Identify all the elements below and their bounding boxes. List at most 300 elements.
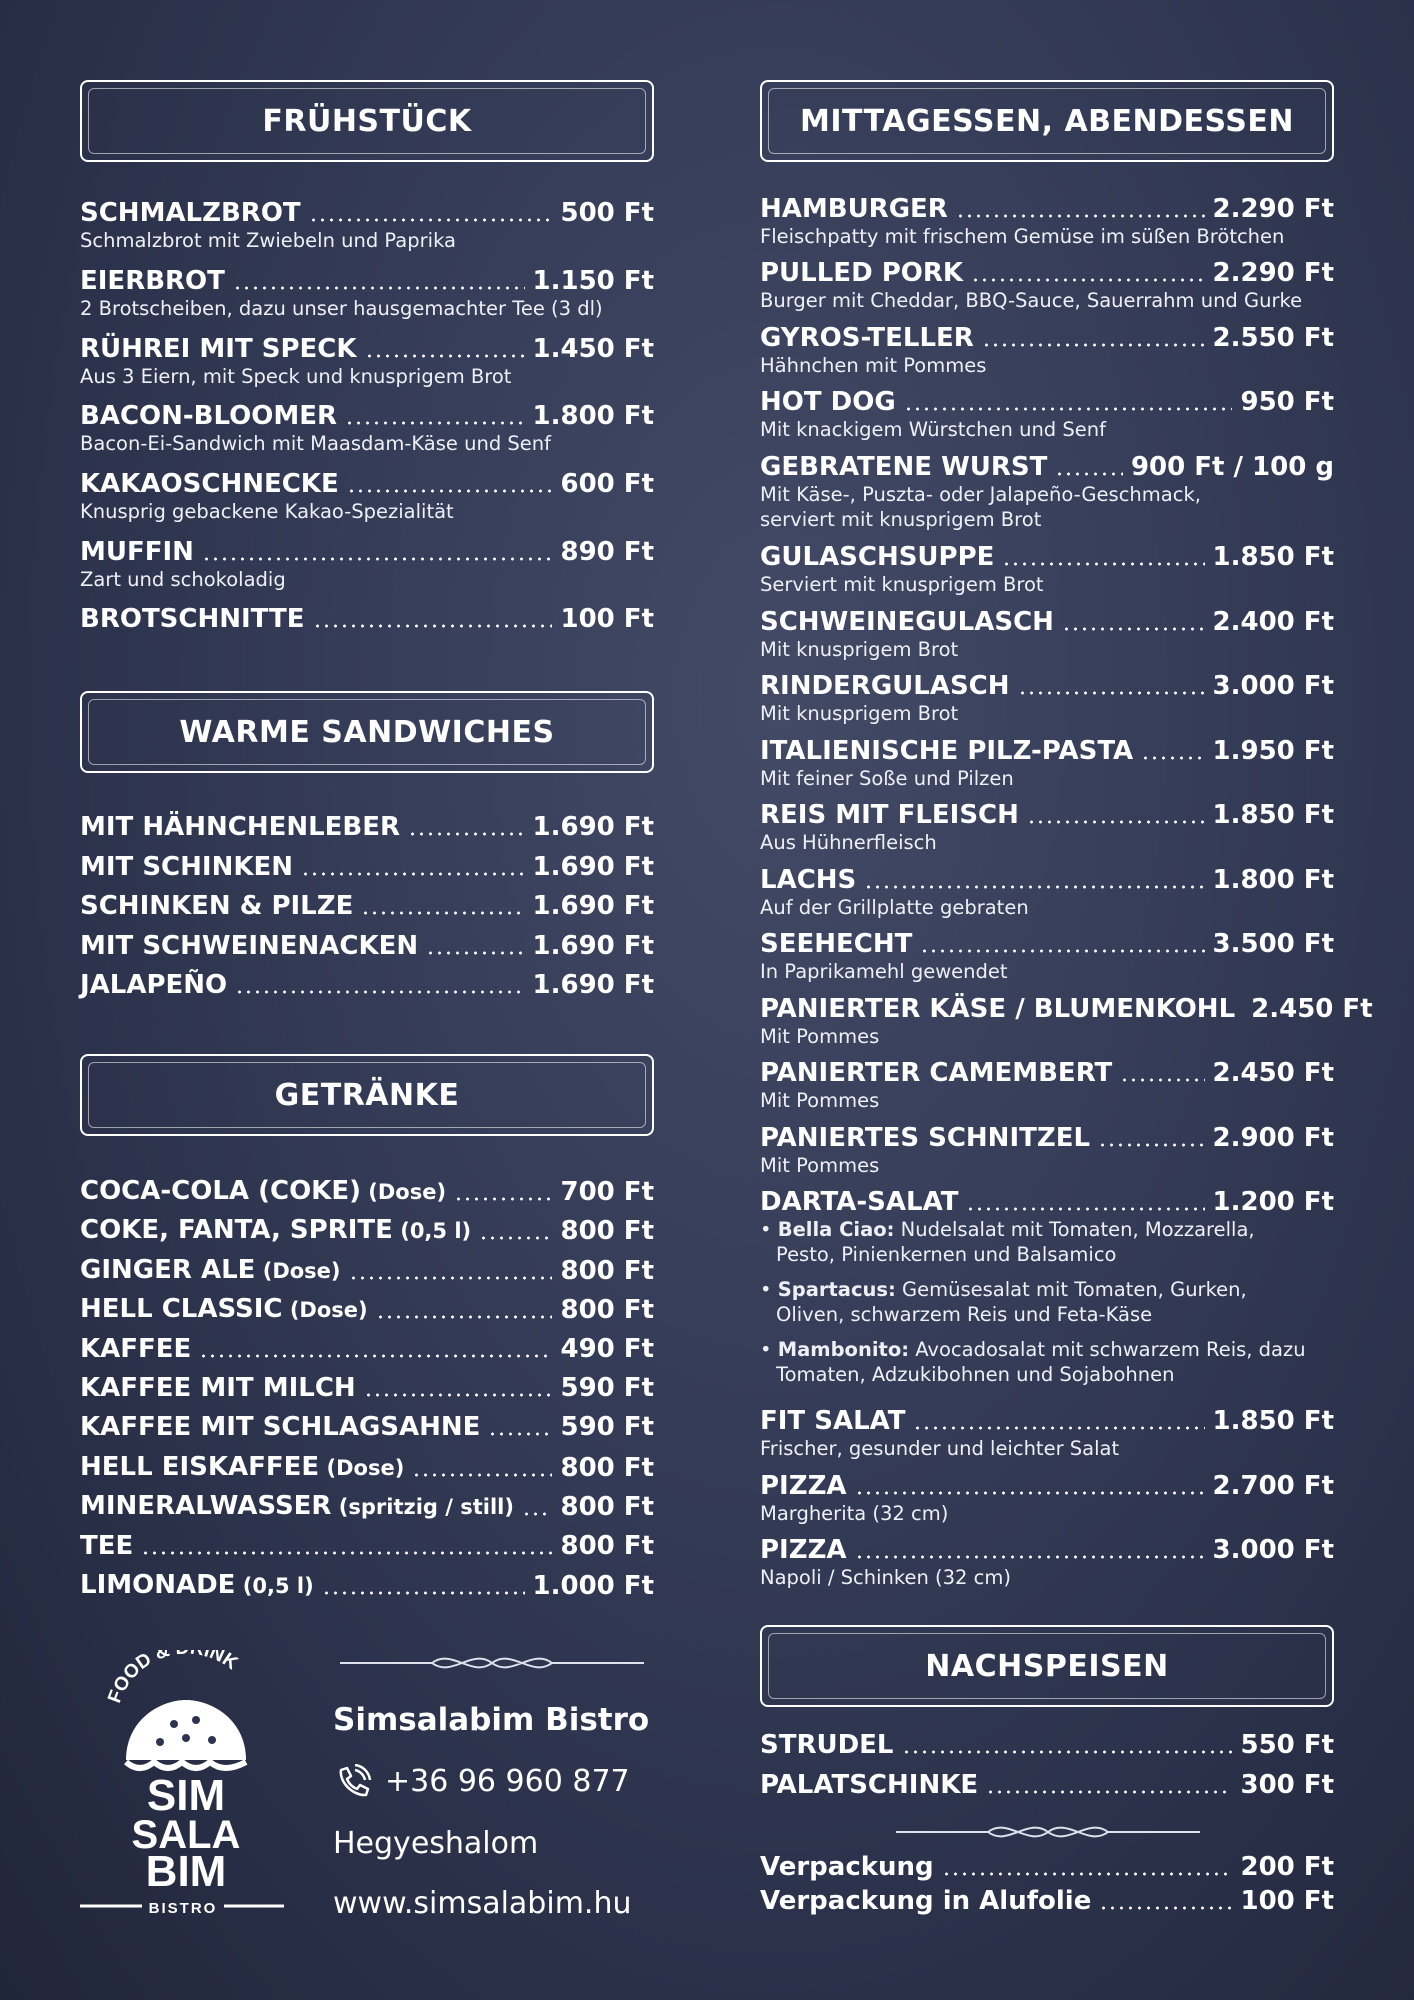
phone-number: +36 96 960 877 (385, 1764, 630, 1799)
dot-leader (971, 278, 1204, 282)
item-name-text: BROTSCHNITTE (80, 604, 305, 634)
item-name-text: LIMONADE (80, 1570, 236, 1600)
item-name-text: HOT DOG (760, 387, 896, 417)
item-name (80, 334, 357, 364)
menu-item-row (760, 1852, 1334, 1882)
dot-leader (522, 1512, 553, 1516)
item-name-text: GINGER ALE (80, 1254, 256, 1285)
item-name-text: Verpackung (760, 1852, 934, 1882)
dot-leader (361, 911, 524, 915)
phone-icon (333, 1764, 373, 1800)
sandwiches-title: WARME SANDWICHES (179, 714, 555, 750)
item-name (760, 258, 963, 288)
website-link[interactable]: www.simsalabim.hu (333, 1886, 632, 1921)
item-description: Schmalzbrot mit Zwiebeln und Paprika (80, 229, 456, 252)
item-name (760, 1187, 958, 1217)
menu-item (80, 812, 654, 842)
item-name-text: PULLED PORK (760, 258, 964, 288)
item-description: Auf der Grillplatte gebraten (760, 896, 1029, 919)
menu-item (80, 1255, 654, 1286)
item-name-text: DARTA-SALAT (760, 1187, 959, 1217)
item-name (760, 1058, 1112, 1088)
item-name-text: RÜHREI MIT SPECK (80, 334, 357, 364)
item-note: (spritzig / still) (331, 1495, 514, 1520)
dot-leader (855, 1555, 1205, 1559)
item-name-text: SCHINKEN & PILZE (80, 891, 354, 921)
menu-item (760, 800, 1334, 855)
menu-item (80, 401, 654, 456)
item-name (80, 1531, 133, 1561)
city: Hegyeshalom (333, 1826, 539, 1861)
dot-leader (376, 1315, 553, 1319)
item-description: Mit knackigem Würstchen und Senf (760, 418, 1106, 441)
dot-leader (966, 1207, 1204, 1211)
dot-leader (309, 218, 553, 222)
logo-line-2: SALA (131, 1813, 241, 1857)
item-name (80, 931, 418, 961)
item-price: 600 Ft (560, 469, 654, 499)
item-name-text: KAKAOSCHNECKE (80, 469, 339, 499)
item-name-text: STRUDEL (760, 1730, 894, 1760)
item-name (80, 891, 353, 921)
item-name (80, 401, 337, 431)
menu-item-row (80, 604, 654, 634)
item-price: 1.150 Ft (532, 266, 654, 296)
divider-ornament (340, 1648, 644, 1682)
menu-item-row (760, 607, 1334, 637)
item-description: serviert mit knusprigem Brot (760, 508, 1042, 531)
item-name-text: HAMBURGER (760, 194, 948, 224)
item-price: 1.850 Ft (1212, 1406, 1334, 1436)
menu-item-row (80, 469, 654, 499)
item-price: 800 Ft (560, 1255, 654, 1286)
menu-item (80, 970, 654, 1000)
breakfast-title: FRÜHSTÜCK (262, 103, 472, 139)
drinks-header (80, 1054, 654, 1136)
menu-item (760, 1770, 1334, 1800)
item-price: 890 Ft (560, 537, 654, 567)
menu-item-row (80, 852, 654, 882)
dot-leader (235, 990, 524, 994)
menu-item (760, 258, 1334, 313)
item-name-text: PIZZA (760, 1535, 847, 1565)
menu-item (80, 891, 654, 921)
menu-item (760, 323, 1334, 378)
item-price: 1.690 Ft (532, 891, 654, 921)
item-name (760, 1730, 894, 1760)
menu-item (760, 736, 1334, 791)
item-price: 2.290 Ft (1212, 194, 1334, 224)
menu-item-row (80, 401, 654, 431)
menu-item-row (760, 994, 1373, 1024)
menu-item-row (760, 671, 1334, 701)
item-name-text: LACHS (760, 865, 857, 895)
item-price: 490 Ft (560, 1333, 654, 1364)
menu-item (80, 198, 654, 253)
salad-option: • Bella Ciao: Nudelsalat mit Tomaten, Mozzarella, Pesto, Pinienkernen und Balsamico (760, 1218, 1255, 1266)
menu-item-row (760, 194, 1334, 224)
item-description: Mit Pommes (760, 1089, 880, 1112)
divider-ornament-right (896, 1817, 1200, 1851)
menu-item-row (760, 929, 1334, 959)
item-price: 2.290 Ft (1212, 258, 1334, 288)
menu-item (80, 334, 654, 389)
item-name (760, 323, 974, 353)
item-description: Hähnchen mit Pommes (760, 354, 987, 377)
menu-item (80, 1176, 654, 1207)
item-description: Mit knusprigem Brot (760, 702, 959, 725)
salad-option-name: Bella Ciao: (777, 1218, 895, 1241)
menu-item-row (760, 1123, 1334, 1153)
item-price: 1.850 Ft (1212, 542, 1334, 572)
menu-item (760, 607, 1334, 662)
item-name-text: SEEHECHT (760, 929, 913, 959)
item-name-text: EIERBROT (80, 266, 225, 296)
item-description: Knusprig gebackene Kakao-Spezialität (80, 500, 454, 523)
item-price: 900 Ft / 100 g (1130, 452, 1334, 482)
packaging-item (760, 1852, 1334, 1882)
item-price: 590 Ft (560, 1412, 654, 1443)
dot-leader (1002, 562, 1204, 566)
dot-leader (942, 1872, 1233, 1876)
item-description: Bacon-Ei-Sandwich mit Maasdam-Käse und Senf (80, 432, 551, 455)
menu-item (760, 1730, 1334, 1760)
menu-item-row (80, 1491, 654, 1522)
item-name-text: MINERALWASSER (80, 1491, 332, 1522)
item-name (80, 1215, 471, 1246)
menu-item (80, 1412, 654, 1442)
menu-item-row (80, 1334, 654, 1364)
item-name-text: PANIERTER CAMEMBERT (760, 1058, 1113, 1088)
item-name (760, 1123, 1090, 1153)
item-name (80, 1176, 446, 1207)
menu-item-row (760, 1886, 1334, 1916)
item-price: 1.950 Ft (1212, 736, 1334, 766)
dot-leader (345, 421, 525, 425)
item-note: (0,5 l) (392, 1219, 472, 1244)
item-price: 300 Ft (1240, 1770, 1334, 1800)
salad-option-description: Gemüsesalat mit Tomaten, Gurken, Oliven, schwarzem Reis und Feta-Käse (776, 1278, 1247, 1326)
item-description: Margherita (32 cm) (760, 1502, 949, 1525)
menu-item (760, 1535, 1334, 1590)
item-name (80, 1452, 404, 1483)
menu-item-row (760, 542, 1334, 572)
item-description: In Paprikamehl gewendet (760, 960, 1008, 983)
item-price: 1.450 Ft (532, 334, 654, 364)
item-price: 2.550 Ft (1212, 323, 1334, 353)
dot-leader (202, 557, 553, 561)
dot-leader (301, 872, 525, 876)
dot-leader (364, 1393, 553, 1397)
menu-item-row (80, 1412, 654, 1442)
item-name-text: Verpackung in Alufolie (760, 1886, 1092, 1916)
dot-leader (313, 624, 553, 628)
menu-item-row (80, 266, 654, 296)
item-name (80, 852, 293, 882)
item-description: Mit Pommes (760, 1154, 880, 1177)
menu-item-row (760, 736, 1334, 766)
menu-item-row (760, 387, 1334, 417)
item-note: (0,5 l) (235, 1574, 314, 1598)
item-name-text: HELL CLASSIC (80, 1294, 283, 1325)
item-name-text: MIT SCHINKEN (80, 851, 294, 882)
item-price: 1.800 Ft (1212, 865, 1334, 895)
item-price: 2.900 Ft (1212, 1123, 1334, 1153)
dot-leader (322, 1591, 525, 1595)
item-price: 1.200 Ft (1212, 1187, 1334, 1217)
dot-leader (1099, 1906, 1232, 1910)
menu-item-row (80, 931, 654, 961)
item-name-text: COCA-COLA (COKE) (80, 1176, 361, 1206)
item-name-text: JALAPEÑO (80, 970, 228, 1000)
menu-item-row (760, 1058, 1334, 1088)
item-name (80, 1491, 514, 1522)
dot-leader (347, 489, 553, 493)
item-name-text: HELL EISKAFFEE (80, 1451, 320, 1482)
item-name (760, 1471, 847, 1501)
dot-leader (233, 286, 525, 290)
item-name (80, 1570, 314, 1601)
item-price: 2.450 Ft (1251, 994, 1373, 1024)
sandwiches-header (80, 691, 654, 773)
item-description: Mit feiner Soße und Pilzen (760, 767, 1014, 790)
dot-leader (426, 951, 524, 955)
item-price: 1.690 Ft (532, 930, 654, 961)
item-name (760, 1770, 978, 1800)
dot-leader (1062, 627, 1205, 631)
dot-leader (956, 214, 1205, 218)
dot-leader (1018, 691, 1205, 695)
item-description: Mit Käse-, Puszta- oder Jalapeño-Geschmack, (760, 483, 1201, 506)
menu-item (80, 1531, 654, 1561)
item-note: (Dose) (360, 1180, 447, 1204)
item-name (760, 452, 1047, 482)
item-name-text: RINDERGULASCH (760, 671, 1010, 701)
item-price: 1.850 Ft (1212, 800, 1334, 830)
dot-leader (412, 1473, 552, 1477)
item-name (80, 266, 225, 296)
item-price: 2.400 Ft (1212, 607, 1334, 637)
item-name (760, 1852, 934, 1882)
item-name (80, 1334, 191, 1364)
menu-item (760, 1471, 1334, 1526)
dot-leader (365, 354, 525, 358)
item-name-text: KAFFEE (80, 1333, 192, 1364)
menu-item-row (760, 258, 1334, 288)
item-price: 2.450 Ft (1212, 1058, 1334, 1088)
item-name-text: MIT HÄHNCHENLEBER (80, 812, 401, 842)
menu-item (80, 931, 654, 961)
item-price: 100 Ft (1240, 1886, 1334, 1916)
phone-line[interactable] (333, 1764, 630, 1800)
dot-leader (454, 1197, 552, 1201)
item-name (760, 865, 856, 895)
item-price: 500 Ft (560, 198, 654, 228)
breakfast-header (80, 80, 654, 162)
item-name-text: SCHMALZBROT (80, 198, 301, 228)
item-name-text: GULASCHSUPPE (760, 542, 995, 572)
menu-item-row (760, 800, 1334, 830)
menu-item (80, 1491, 654, 1522)
dot-leader (141, 1551, 552, 1555)
item-name (760, 736, 1133, 766)
dot-leader (920, 949, 1204, 953)
dot-leader (855, 1491, 1205, 1495)
menu-item (80, 852, 654, 882)
item-description: Napoli / Schinken (32 cm) (760, 1566, 1011, 1589)
item-name (760, 194, 948, 224)
menu-item-row (760, 1535, 1334, 1565)
bistro-name: Simsalabim Bistro (333, 1702, 650, 1738)
logo-top-text: FOOD & INK (104, 1650, 242, 1706)
menu-item-row (80, 198, 654, 228)
item-description: Burger mit Cheddar, BBQ-Sauce, Sauerrahm und Gurke (760, 289, 1303, 312)
menu-item-row (80, 970, 654, 1000)
item-note: (Dose) (282, 1298, 368, 1323)
contact-block (333, 1702, 673, 1922)
item-note: (Dose) (255, 1258, 341, 1283)
menu-item (760, 865, 1334, 920)
menu-item (80, 1373, 654, 1403)
item-price: 1.690 Ft (532, 851, 654, 882)
item-price: 3.500 Ft (1212, 929, 1334, 959)
menu-item-row (80, 1294, 654, 1325)
item-price: 800 Ft (560, 1216, 654, 1247)
item-description: Zart und schokoladig (80, 568, 286, 591)
menu-item-row (80, 1176, 654, 1207)
menu-item-row (760, 865, 1334, 895)
item-price: 3.000 Ft (1212, 1535, 1334, 1565)
dot-leader (1120, 1078, 1204, 1082)
item-name (760, 800, 1019, 830)
drinks-title: GETRÄNKE (274, 1077, 460, 1113)
packaging-item (760, 1886, 1334, 1916)
menu-item (80, 537, 654, 592)
salad-option-description: Nudelsalat mit Tomaten, Mozzarella, Pesto, Pinienkernen und Balsamico (776, 1218, 1255, 1266)
item-name-text: KAFFEE MIT MILCH (80, 1373, 356, 1403)
menu-item-row (760, 1187, 1334, 1217)
menu-item-row (760, 1770, 1334, 1800)
salad-option-name: Mambonito: (777, 1338, 910, 1361)
item-price: 3.000 Ft (1212, 671, 1334, 701)
dot-leader (986, 1790, 1232, 1794)
dot-leader (864, 885, 1204, 889)
mains-header (760, 80, 1334, 162)
item-name (80, 812, 400, 842)
desserts-title: NACHSPEISEN (925, 1648, 1169, 1684)
logo (78, 1650, 288, 1920)
item-name (80, 1373, 356, 1403)
menu-item (760, 452, 1334, 532)
logo-bottom-text: BISTRO (148, 1900, 218, 1917)
item-name-text: GYROS-TELLER (760, 323, 974, 353)
item-name-text: PALATSCHINKE (760, 1770, 979, 1800)
menu-item-row (80, 1255, 654, 1286)
item-name (80, 970, 227, 1000)
menu-item (760, 1406, 1334, 1461)
logo-line-3: BIM (145, 1847, 227, 1896)
menu-item (760, 194, 1334, 249)
menu-item (80, 1334, 654, 1364)
menu-item-row (80, 1215, 654, 1246)
item-price: 550 Ft (1240, 1730, 1334, 1760)
menu-item-row (80, 334, 654, 364)
item-price: 800 Ft (560, 1492, 654, 1523)
item-note: (Dose) (319, 1455, 405, 1480)
item-name-text: COKE, FANTA, SPRITE (80, 1215, 393, 1246)
item-name (760, 607, 1054, 637)
item-name-text: GEBRATENE WURST (760, 452, 1048, 482)
item-name (80, 1255, 341, 1286)
item-name (760, 542, 994, 572)
menu-item-row (80, 1531, 654, 1561)
item-price: 2.700 Ft (1212, 1471, 1334, 1501)
menu-item (760, 542, 1334, 597)
menu-item (760, 1187, 1334, 1387)
menu-item-row (80, 1373, 654, 1403)
item-description: Mit Pommes (760, 1025, 880, 1048)
salad-option: • Spartacus: Gemüsesalat mit Tomaten, Gurken, Oliven, schwarzem Reis und Feta-Käse (760, 1278, 1247, 1326)
salad-option-name: Spartacus: (777, 1278, 896, 1301)
item-name-text: TEE (80, 1530, 134, 1561)
item-description: Frischer, gesunder und leichter Salat (760, 1437, 1120, 1460)
menu-item (80, 266, 654, 321)
item-price: 700 Ft (560, 1177, 654, 1207)
item-name (80, 537, 194, 567)
item-price: 1.690 Ft (532, 970, 654, 1000)
item-name (760, 1406, 905, 1436)
menu-item-row (760, 323, 1334, 353)
item-name (80, 1294, 368, 1325)
item-name-text: MIT SCHWEINENACKEN (80, 930, 419, 961)
dot-leader (982, 343, 1205, 347)
item-name (760, 387, 896, 417)
dot-leader (1055, 472, 1123, 476)
item-name-text: PANIERTES SCHNITZEL (760, 1123, 1091, 1153)
menu-item (760, 387, 1334, 442)
item-name (760, 994, 1235, 1024)
item-name-text: FIT SALAT (760, 1406, 906, 1436)
item-name (80, 469, 339, 499)
dot-leader (1098, 1143, 1204, 1147)
salad-option: • Mambonito: Avocadosalat mit schwarzem Reis, dazu Tomaten, Adzukibohnen und Sojabohnen (760, 1338, 1306, 1386)
item-price: 590 Ft (560, 1373, 654, 1403)
menu-item (80, 1570, 654, 1601)
item-name (80, 198, 301, 228)
item-name (80, 1412, 480, 1442)
item-price: 1.690 Ft (532, 812, 654, 842)
item-description: Fleischpatty mit frischem Gemüse im süßen Brötchen (760, 225, 1285, 248)
dot-leader (913, 1426, 1204, 1430)
item-price: 1.000 Ft (532, 1571, 654, 1601)
item-name (80, 604, 305, 634)
menu-item-row (80, 1452, 654, 1483)
menu-item-row (760, 1406, 1334, 1436)
item-description: Serviert mit knusprigem Brot (760, 573, 1044, 596)
item-price: 800 Ft (560, 1530, 654, 1561)
salad-option-description: Avocadosalat mit schwarzem Reis, dazu Tomaten, Adzukibohnen und Sojabohnen (776, 1338, 1306, 1386)
item-price: 100 Ft (560, 604, 654, 634)
item-name (760, 671, 1010, 701)
dot-leader (904, 407, 1233, 411)
item-name-text: ITALIENISCHE PILZ-PASTA (760, 736, 1134, 766)
item-description: Aus Hühnerfleisch (760, 831, 937, 854)
desserts-header (760, 1625, 1334, 1707)
dot-leader (1141, 756, 1204, 760)
item-name (760, 1886, 1091, 1916)
menu-item (80, 1294, 654, 1325)
item-description: Mit knusprigem Brot (760, 638, 959, 661)
